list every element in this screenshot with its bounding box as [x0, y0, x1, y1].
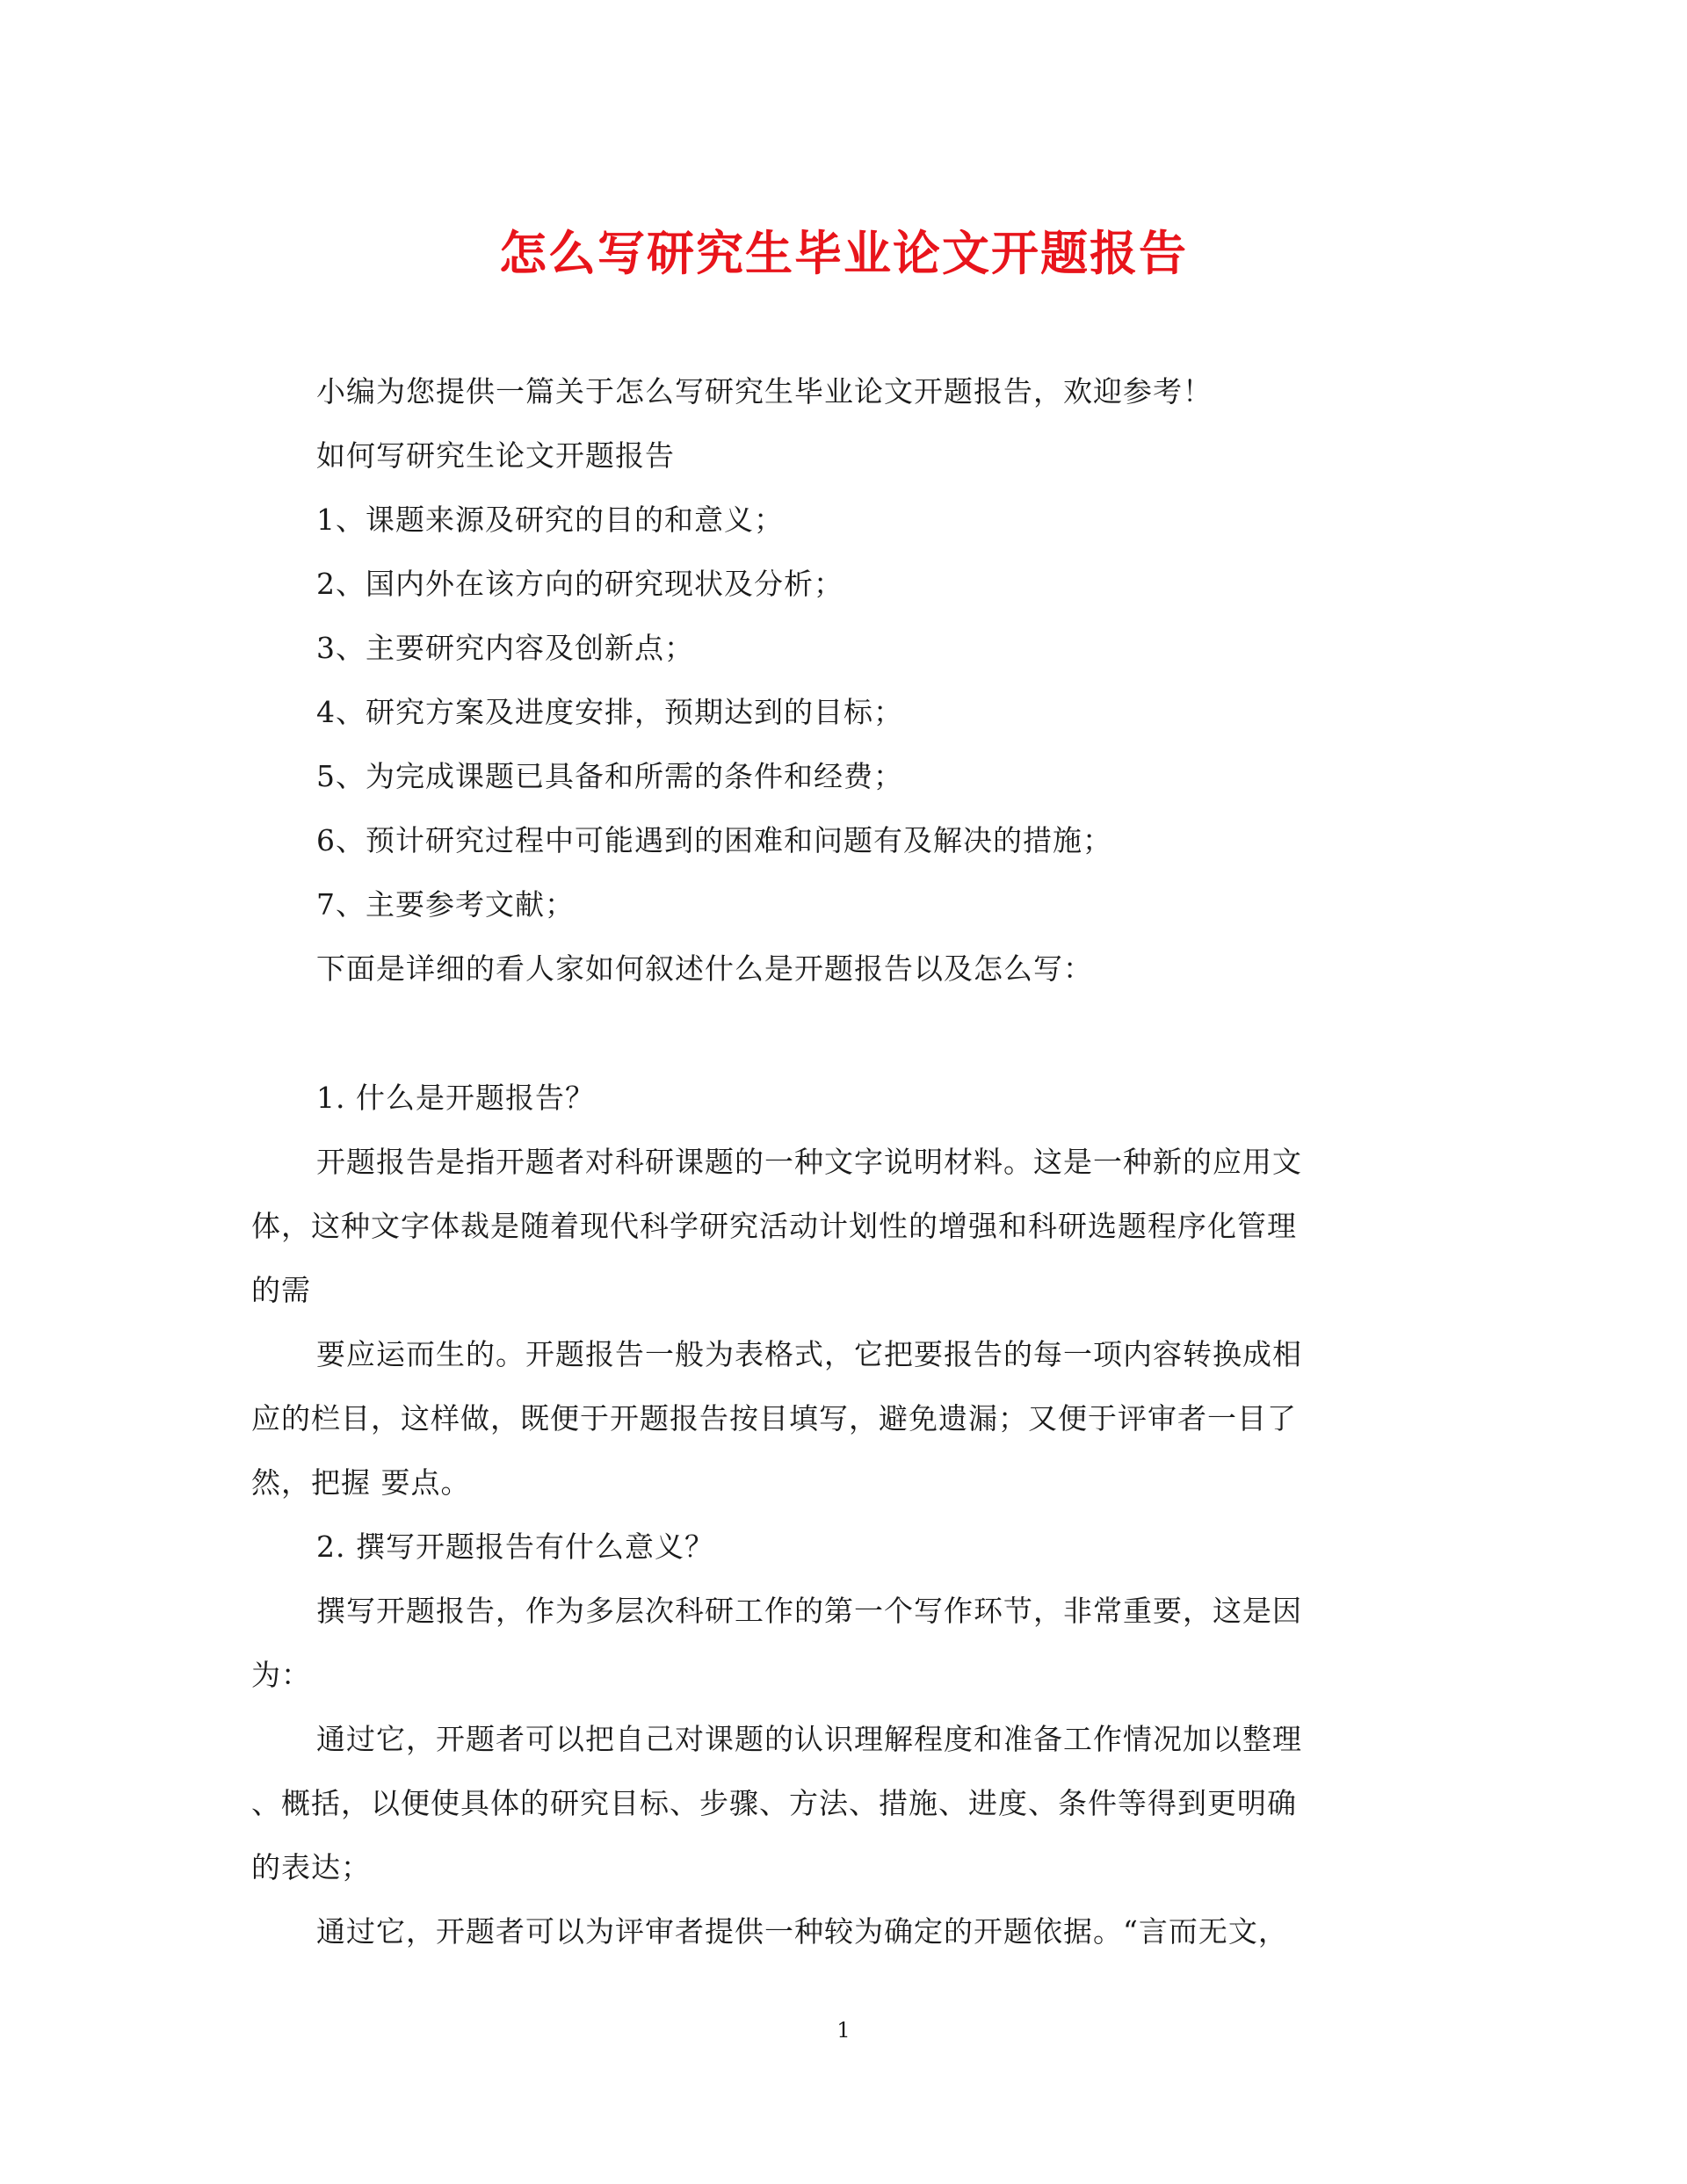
paragraph-line: 通过它，开题者可以把自己对课题的认识理解程度和准备工作情况加以整理 — [316, 1722, 1302, 1756]
paragraph-line: 要应运而生的。开题报告一般为表格式，它把要报告的每一项内容转换成相 — [316, 1337, 1302, 1371]
transition-line: 下面是详细的看人家如何叙述什么是开题报告以及怎么写： — [316, 951, 1093, 986]
list-item-6: 6、预计研究过程中可能遇到的困难和问题有及解决的措施； — [316, 823, 1112, 857]
paragraph-line: 体，这种文字体裁是随着现代科学研究活动计划性的增强和科研选题程序化管理 — [251, 1209, 1297, 1243]
paragraph-line: 、概括，以便使具体的研究目标、步骤、方法、措施、进度、条件等得到更明确 — [251, 1786, 1297, 1820]
paragraph-line: 通过它，开题者可以为评审者提供一种较为确定的开题依据。“言而无文， — [316, 1914, 1288, 1949]
list-item-1: 1、课题来源及研究的目的和意义； — [316, 503, 784, 537]
paragraph-line: 然，把握 要点。 — [251, 1465, 471, 1500]
paragraph-line: 开题报告是指开题者对科研课题的一种文字说明材料。这是一种新的应用文 — [316, 1145, 1302, 1179]
paragraph-line: 为： — [251, 1658, 311, 1692]
section-heading-2: 2. 撰写开题报告有什么意义？ — [316, 1530, 714, 1564]
section-heading-1: 1. 什么是开题报告？ — [316, 1081, 595, 1115]
list-item-5: 5、为完成课题已具备和所需的条件和经费； — [316, 759, 903, 793]
list-item-2: 2、国内外在该方向的研究现状及分析； — [316, 567, 844, 601]
list-item-7: 7、主要参考文献； — [316, 887, 575, 922]
list-item-3: 3、主要研究内容及创新点； — [316, 631, 694, 665]
paragraph-line: 撰写开题报告，作为多层次科研工作的第一个写作环节，非常重要，这是因 — [316, 1594, 1302, 1628]
paragraph-line: 的需 — [251, 1273, 311, 1307]
paragraph-line: 的表达； — [251, 1850, 371, 1884]
paragraph-line: 应的栏目，这样做，既便于开题报告按目填写，避免遗漏；又便于评审者一目了 — [251, 1401, 1297, 1436]
document-title: 怎么写研究生毕业论文开题报告 — [499, 225, 1188, 281]
page-number: 1 — [836, 2018, 851, 2043]
list-item-4: 4、研究方案及进度安排，预期达到的目标； — [316, 695, 903, 729]
subtitle-line: 如何写研究生论文开题报告 — [316, 438, 675, 473]
intro-line: 小编为您提供一篇关于怎么写研究生毕业论文开题报告，欢迎参考！ — [316, 374, 1213, 409]
